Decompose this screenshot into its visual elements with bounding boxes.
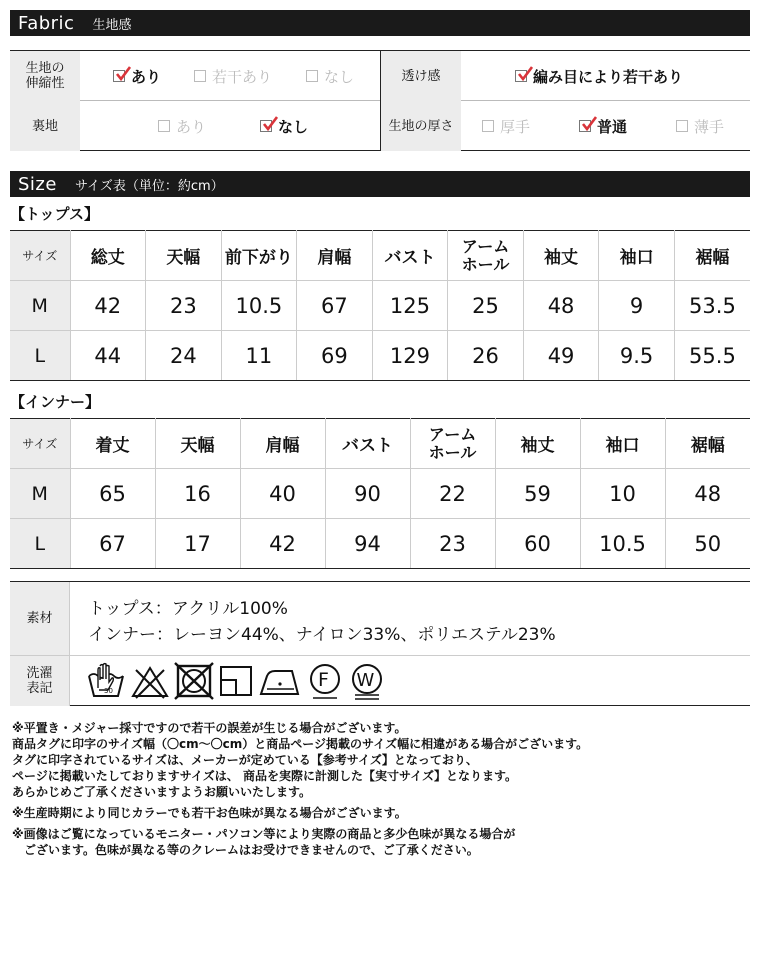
material-row xyxy=(10,582,750,656)
material-tops: トップス：アクリル100% xyxy=(88,599,288,619)
lining-option-no[interactable]: なし xyxy=(260,101,308,151)
size-subtitle: サイズ表（単位：約cm） xyxy=(74,178,224,194)
hand-wash-30-icon xyxy=(86,662,126,700)
column-header: 天幅 xyxy=(155,419,240,469)
table-cell: 23 xyxy=(410,519,495,569)
column-header: バスト xyxy=(325,419,410,469)
checked-checkbox-icon xyxy=(515,70,527,82)
care-icons xyxy=(86,662,386,700)
table-cell: 50 xyxy=(665,519,750,569)
size-label-cell: L xyxy=(10,519,70,569)
table-row xyxy=(10,281,750,331)
table-cell: 23 xyxy=(146,281,222,331)
unchecked-checkbox-icon xyxy=(482,120,494,132)
column-header: サイズ xyxy=(10,419,70,469)
table-cell: 59 xyxy=(495,469,580,519)
table-cell: 40 xyxy=(240,469,325,519)
unchecked-checkbox-icon xyxy=(194,70,206,82)
table-cell: 10 xyxy=(580,469,665,519)
table-cell: 48 xyxy=(665,469,750,519)
column-header: 袖口 xyxy=(599,231,675,281)
table-cell: 49 xyxy=(523,331,599,381)
column-header: 総丈 xyxy=(70,231,146,281)
column-header: 着丈 xyxy=(70,419,155,469)
table-cell: 42 xyxy=(70,281,146,331)
stretch-option-yes[interactable]: あり xyxy=(113,51,161,101)
table-cell: 67 xyxy=(70,519,155,569)
no-bleach-icon xyxy=(130,662,170,700)
checked-checkbox-icon xyxy=(113,70,125,82)
column-header: 袖口 xyxy=(580,419,665,469)
sheer-label: 透け感 xyxy=(381,51,461,101)
table-cell: 9 xyxy=(599,281,675,331)
lining-label: 裏地 xyxy=(10,101,80,151)
unchecked-checkbox-icon xyxy=(676,120,688,132)
table-cell: 53.5 xyxy=(674,281,750,331)
column-header: アーム ホール xyxy=(410,419,495,469)
dry-clean-f-icon xyxy=(306,662,344,700)
fabric-subtitle: 生地感 xyxy=(92,17,132,33)
column-header: サイズ xyxy=(10,231,70,281)
column-header: 袖丈 xyxy=(523,231,599,281)
tops-header-row xyxy=(10,231,750,281)
care-row xyxy=(10,656,750,706)
inner-section-title: 【インナー】 xyxy=(10,393,101,411)
note-line: ※平置き・メジャー採寸ですので若干の誤差が生じる場合がございます。 xyxy=(12,721,407,735)
stretch-label: 生地の 伸縮性 xyxy=(10,51,80,101)
table-cell: 10.5 xyxy=(221,281,297,331)
wet-clean-w-icon xyxy=(348,662,386,700)
fabric-divider xyxy=(380,51,381,151)
thickness-option-thick[interactable]: 厚手 xyxy=(482,101,530,151)
table-cell: 48 xyxy=(523,281,599,331)
table-cell: 16 xyxy=(155,469,240,519)
note-line: 商品タグに印字のサイズ幅（〇cm〜〇cm）と商品ページ掲載のサイズ幅に相違がある場合がございます。 xyxy=(12,737,589,751)
table-cell: 24 xyxy=(146,331,222,381)
table-cell: 11 xyxy=(221,331,297,381)
fabric-header-bar xyxy=(10,10,750,36)
table-cell: 10.5 xyxy=(580,519,665,569)
tops-size-table xyxy=(10,230,750,381)
inner-size-table xyxy=(10,418,750,569)
table-cell: 17 xyxy=(155,519,240,569)
note-line: ※画像はご覧になっているモニター・パソコン等により実際の商品と多少色味が異なる場合が xyxy=(12,827,516,841)
material-label: 素材 xyxy=(10,582,70,655)
note-line: ※生産時期により同じカラーでも若干お色味が異なる場合がございます。 xyxy=(12,806,407,820)
svg-text:W: W xyxy=(356,670,375,691)
column-header: 前下がり xyxy=(221,231,297,281)
table-cell: 44 xyxy=(70,331,146,381)
column-header: 袖丈 xyxy=(495,419,580,469)
table-cell: 94 xyxy=(325,519,410,569)
size-label-cell: M xyxy=(10,469,70,519)
note-line: ございます。色味が異なる等のクレームはお受けできませんので、ご了承ください。 xyxy=(12,843,479,857)
unchecked-checkbox-icon xyxy=(306,70,318,82)
column-header: アーム ホール xyxy=(448,231,524,281)
table-row xyxy=(10,519,750,569)
material-care-table xyxy=(10,581,750,706)
table-cell: 65 xyxy=(70,469,155,519)
table-cell: 25 xyxy=(448,281,524,331)
stretch-option-slight[interactable]: 若干あり xyxy=(194,51,272,101)
size-header-bar xyxy=(10,171,750,197)
column-header: 天幅 xyxy=(146,231,222,281)
tops-section-title: 【トップス】 xyxy=(10,205,99,223)
table-cell: 60 xyxy=(495,519,580,569)
note-line: ページに掲載いたしておりますサイズは、 商品を実際に計測した【実寸サイズ】となります。 xyxy=(12,769,518,783)
material-inner: インナー：レーヨン44%、ナイロン33%、ポリエステル23% xyxy=(88,625,556,645)
size-label-cell: M xyxy=(10,281,70,331)
column-header: 裾幅 xyxy=(665,419,750,469)
svg-text:30: 30 xyxy=(104,687,113,695)
note-line: あらかじめご了承くださいますようお願いいたします。 xyxy=(12,785,312,799)
checked-checkbox-icon xyxy=(260,120,272,132)
fabric-title: Fabric xyxy=(18,12,75,34)
svg-text:F: F xyxy=(318,669,329,691)
sheer-option-knit[interactable]: 編み目により若干あり xyxy=(515,51,683,101)
lining-option-yes[interactable]: あり xyxy=(158,101,206,151)
thickness-label: 生地の厚さ xyxy=(381,101,461,151)
note-line: タグに印字されているサイズは、メーカーが定めている【参考サイズ】となっており、 xyxy=(12,753,478,767)
iron-low-icon xyxy=(258,662,302,700)
table-cell: 55.5 xyxy=(674,331,750,381)
notes xyxy=(12,720,588,858)
column-header: 裾幅 xyxy=(674,231,750,281)
column-header: 肩幅 xyxy=(240,419,325,469)
table-cell: 26 xyxy=(448,331,524,381)
thickness-option-thin[interactable]: 薄手 xyxy=(676,101,724,151)
table-row xyxy=(10,469,750,519)
unchecked-checkbox-icon xyxy=(158,120,170,132)
table-cell: 42 xyxy=(240,519,325,569)
column-header: 肩幅 xyxy=(297,231,373,281)
thickness-option-normal[interactable]: 普通 xyxy=(579,101,627,151)
no-tumble-dry-icon xyxy=(174,662,214,700)
table-cell: 125 xyxy=(372,281,448,331)
column-header: バスト xyxy=(372,231,448,281)
table-cell: 69 xyxy=(297,331,373,381)
fabric-table xyxy=(10,50,750,151)
table-cell: 9.5 xyxy=(599,331,675,381)
table-cell: 90 xyxy=(325,469,410,519)
inner-header-row xyxy=(10,419,750,469)
checked-checkbox-icon xyxy=(579,120,591,132)
line-dry-icon xyxy=(218,662,254,700)
table-cell: 129 xyxy=(372,331,448,381)
size-title: Size xyxy=(18,173,57,195)
stretch-option-no[interactable]: なし xyxy=(306,51,354,101)
care-label: 洗濯 表記 xyxy=(10,656,70,706)
size-label-cell: L xyxy=(10,331,70,381)
table-cell: 22 xyxy=(410,469,495,519)
table-cell: 67 xyxy=(297,281,373,331)
table-row xyxy=(10,331,750,381)
